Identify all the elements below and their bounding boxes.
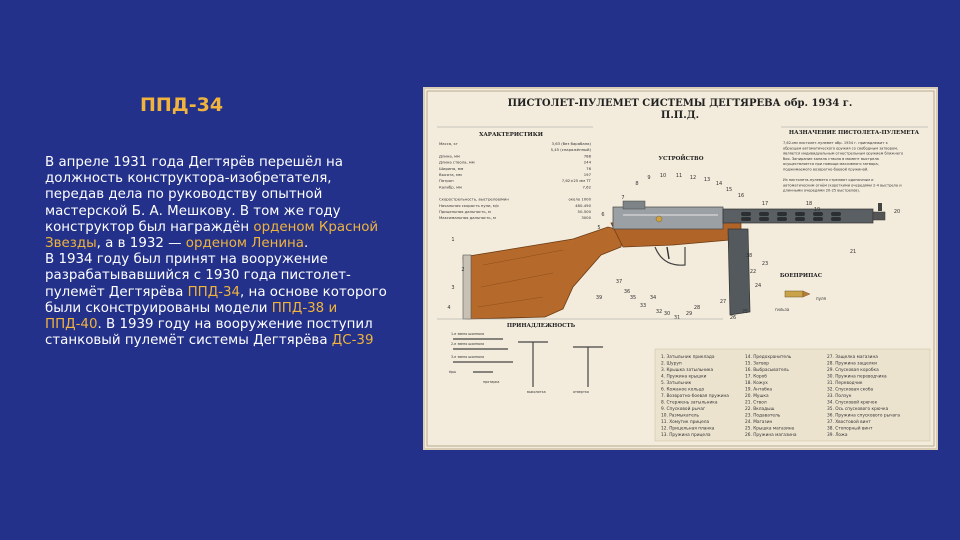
body-text-fragment: , на основе которого были сконструированы модели	[45, 284, 387, 316]
body-paragraph	[45, 252, 390, 349]
part-callout-number: 8	[635, 181, 639, 187]
body-paragraph	[45, 155, 390, 252]
legend-entry: 21. Ствол	[745, 400, 767, 406]
legend-entry: 3. Крышка затыльника	[661, 368, 714, 373]
characteristic-value: 5,45 (снаряжённый)	[550, 147, 591, 153]
accessory-labels	[449, 332, 589, 394]
accessories-illustration	[453, 339, 603, 387]
part-callout-number: 3	[451, 285, 455, 291]
poster-ammo-heading: БОЕПРИПАС	[779, 273, 823, 279]
part-callout-number: 13	[703, 177, 711, 183]
part-callout-number: 12	[689, 175, 697, 181]
body-text	[45, 155, 390, 349]
legend-entry: 17. Короб	[745, 374, 767, 380]
characteristic-value: 3000	[581, 215, 591, 221]
legend-entry: 8. Стержень затыльника	[661, 400, 718, 406]
characteristic-value: 50-500	[577, 209, 591, 214]
characteristic-value: 76	[586, 165, 591, 171]
legend-entry: 20. Мушка	[745, 394, 769, 399]
part-callout-number: 11	[675, 173, 683, 179]
part-callout-number: 31	[673, 315, 681, 321]
purpose-text	[783, 141, 903, 193]
accessory-label: выколотка	[527, 390, 546, 394]
part-callout-number: 24	[754, 283, 762, 289]
legend-entry: 10. Размыкатель	[661, 413, 699, 419]
legend-entry: 19. Антабка	[745, 387, 772, 393]
characteristic-value: 788	[583, 153, 591, 159]
poster-device-heading: УСТРОЙСТВО	[658, 156, 704, 162]
accessory-label: 2-е звено шомпола	[451, 342, 485, 346]
legend-entry: 27. Защелка магазина	[827, 355, 878, 360]
part-callout-number: 37	[615, 279, 623, 285]
legend-entry: 4. Пружина крышки	[661, 374, 707, 380]
part-callout-number: 16	[737, 193, 745, 199]
part-callout-number: 33	[639, 303, 647, 309]
part-callout-number: 34	[649, 295, 657, 301]
purpose-line: поджимаемого возвратно-боевой пружиной.	[783, 167, 869, 172]
purpose-line: автоматическим огнём (короткими очередями 2-4 выстрела и	[783, 183, 902, 188]
legend-entry: 30. Пружина переводчика	[827, 374, 887, 380]
part-callout-number: 14	[715, 181, 723, 187]
purpose-line: 7,62-мм пистолет-пулемет обр. 1934 г. принадлежит к	[783, 141, 888, 145]
part-callout-number: 17	[761, 201, 769, 207]
weapon-illustration	[463, 201, 885, 319]
part-callout-number: 19	[813, 207, 821, 213]
ammo-label-case: гильза	[775, 307, 790, 312]
legend-entry: 37. Хвостовой винт	[827, 420, 871, 425]
part-callout-number: 21	[849, 249, 857, 255]
characteristic-value: 7,62×25 мм ТТ	[561, 178, 591, 184]
characteristic-label: Калибр, мм	[439, 184, 462, 190]
part-callout-number: 30	[663, 311, 671, 317]
legend-entry: 31. Переводчик	[827, 381, 863, 386]
purpose-line: боя. Запирание канала ствола в момент выстрела	[783, 156, 879, 161]
wiki-link[interactable]: ДС-39	[331, 333, 374, 349]
legend-entry: 23. Подаватель	[745, 413, 781, 419]
purpose-line: образцам автоматического оружия со свободным затвором,	[783, 146, 899, 151]
characteristic-label: Прицельная дальность, м	[439, 209, 491, 214]
characteristic-label: Ширина, мм	[439, 165, 464, 171]
characteristic-value: 480-490	[575, 202, 591, 208]
accessory-label: отвертка	[573, 390, 589, 394]
characteristic-value: 7,62	[582, 184, 591, 190]
accessory-label: протирка	[483, 380, 500, 384]
poster-title-line1: ПИСТОЛЕТ-ПУЛЕМЕТ СИСТЕМЫ ДЕГТЯРЕВА обр. 1934 г.	[507, 98, 853, 109]
characteristic-value: около 1000	[568, 196, 591, 202]
body-text-fragment: В 1934 году был принят на вооружение разрабатывавшийся с 1930 года пистолет-пулемёт Дегтярёва	[45, 252, 351, 300]
legend-entry: 9. Спусковой рычаг	[661, 407, 706, 412]
body-text-fragment: В апреле 1931 года Дегтярёв перешёл на должность конструктора-изобретателя, передав дела по руководству опытной мастерской Б. А. Мешкову. В том же году конструктор был награждён	[45, 155, 343, 235]
part-callout-number: 5	[597, 225, 601, 231]
part-callout-number: 1	[451, 237, 455, 243]
legend-entry: 39. Ложа	[827, 433, 848, 438]
legend-entry: 13. Пружина прицела	[661, 433, 711, 438]
poster-characteristics-heading: ХАРАКТЕРИСТИКИ	[479, 132, 543, 138]
ammo-label-bullet: пуля	[816, 296, 826, 301]
part-callout-number: 22	[749, 269, 757, 275]
part-callout-number: 6	[601, 212, 605, 218]
legend-entry: 14. Предохранитель	[745, 355, 792, 360]
legend-entry: 1. Затыльник приклада	[661, 355, 715, 360]
purpose-line: Из пистолета-пулемета стреляют одиночным и	[783, 178, 874, 183]
part-callout-number: 18	[805, 201, 813, 207]
legend-entry: 15. Затвор	[745, 361, 769, 367]
part-callout-number: 9	[647, 175, 651, 181]
legend-entry: 32. Спусковая скоба	[827, 387, 874, 393]
part-callout-number: 27	[719, 299, 727, 305]
wiki-link[interactable]: ППД-34	[187, 284, 241, 300]
legend-entry: 36. Пружина спускового рычага	[827, 413, 901, 419]
legend-entry: 11. Хомутик прицела	[661, 420, 710, 425]
part-callout-number: 20	[893, 209, 901, 215]
legend-entry: 33. Ползун	[827, 394, 852, 399]
legend-entry: 24. Магазин	[745, 420, 773, 425]
part-callout-number: 15	[725, 187, 733, 193]
characteristic-label: Начальная скорость пули, м/с	[439, 202, 500, 208]
part-callout-number: 4	[447, 305, 451, 311]
body-text-fragment: . В 1939 году на вооружение поступил станковый пулемёт системы Дегтярёва	[45, 317, 373, 349]
legend-entry: 22. Вкладыш	[745, 407, 775, 412]
poster-drawing	[423, 87, 938, 450]
legend-entry: 34. Спусковой крючок	[827, 400, 878, 406]
weapon-poster-image	[423, 87, 938, 450]
characteristic-label: Патрон	[439, 178, 454, 184]
legend-entry: 12. Прицельная планка	[661, 426, 715, 432]
characteristic-label: Масса, кг	[439, 141, 458, 146]
legend-entry: 2. Шуруп	[661, 361, 682, 367]
wiki-link[interactable]: орденом Ленина	[185, 236, 305, 252]
characteristic-value: 3,63 (без барабана)	[551, 141, 591, 146]
characteristic-value: 197	[583, 172, 591, 177]
part-callout-number: 10	[659, 173, 667, 179]
part-callout-number: 23	[761, 261, 769, 267]
part-callout-number: 36	[623, 289, 631, 295]
legend-entry: 25. Крышка магазина	[745, 426, 795, 432]
legend-entry: 6. Кожаное кольцо	[661, 387, 705, 393]
purpose-line: длинными очередями 20-25 выстрелов).	[783, 188, 860, 193]
part-callout-number: 28	[693, 305, 701, 311]
part-callout-number: 35	[629, 295, 637, 301]
part-callout-number: 32	[655, 309, 663, 315]
purpose-line: осуществляется при помощи массивного затвора,	[783, 162, 879, 167]
accessory-label: ёрш	[449, 370, 457, 374]
legend-entry: 18. Кожух	[745, 381, 768, 386]
part-callout-number: 39	[595, 295, 603, 301]
legend-entry: 7. Возвратно-боевая пружина	[661, 394, 729, 399]
characteristic-label: Скорострельность, выстрелов/мин	[439, 196, 509, 202]
wiki-link[interactable]: орденом Красной Звезды	[45, 219, 379, 252]
characteristic-label: Высота, мм	[439, 172, 462, 177]
body-text-fragment: .	[304, 236, 309, 252]
legend-entry: 29. Спусковая коробка	[827, 368, 879, 373]
poster-purpose-heading: НАЗНАЧЕНИЕ ПИСТОЛЕТА-ПУЛЕМЕТА	[788, 130, 920, 136]
part-callout-number: 7	[621, 195, 625, 201]
slide-title: ППД-34	[140, 94, 224, 116]
legend-entry: 16. Выбрасыватель	[745, 368, 789, 373]
characteristic-label: Максимальная дальность, м	[439, 215, 496, 221]
cartridge-illustration	[785, 291, 810, 297]
wiki-link[interactable]: ППД-38 и ППД-40	[45, 300, 338, 333]
legend-entry: 28. Пружина защелки	[827, 361, 877, 367]
part-callout-number: 26	[729, 315, 737, 321]
legend-entry: 26. Пружина магазина	[745, 433, 797, 438]
poster-title-line2: П.П.Д.	[660, 110, 700, 121]
characteristic-label: Длина, мм	[439, 153, 460, 159]
legend-entry: 5. Затыльник	[661, 381, 692, 386]
accessory-label: 1-е звено шомпола	[451, 332, 485, 336]
characteristic-value: 244	[583, 159, 591, 165]
body-text-fragment: , а в 1932 —	[96, 236, 186, 252]
part-callout-number: 2	[461, 267, 465, 273]
part-callout-number: 25	[741, 309, 749, 315]
purpose-line: является индивидуальным огнестрельным оружием ближнего	[783, 151, 904, 156]
part-callout-number: 38	[745, 253, 753, 259]
poster-accessories-heading: ПРИНАДЛЕЖНОСТЬ	[506, 323, 576, 329]
legend-entry: 38. Стопорный винт	[827, 426, 873, 432]
characteristic-label: Длина ствола, мм	[439, 159, 475, 165]
characteristics-list	[439, 141, 592, 220]
part-callout-number: 29	[685, 311, 693, 317]
accessory-label: 3-е звено шомпола	[451, 355, 485, 359]
legend-entry: 35. Ось спускового крючка	[827, 407, 889, 412]
